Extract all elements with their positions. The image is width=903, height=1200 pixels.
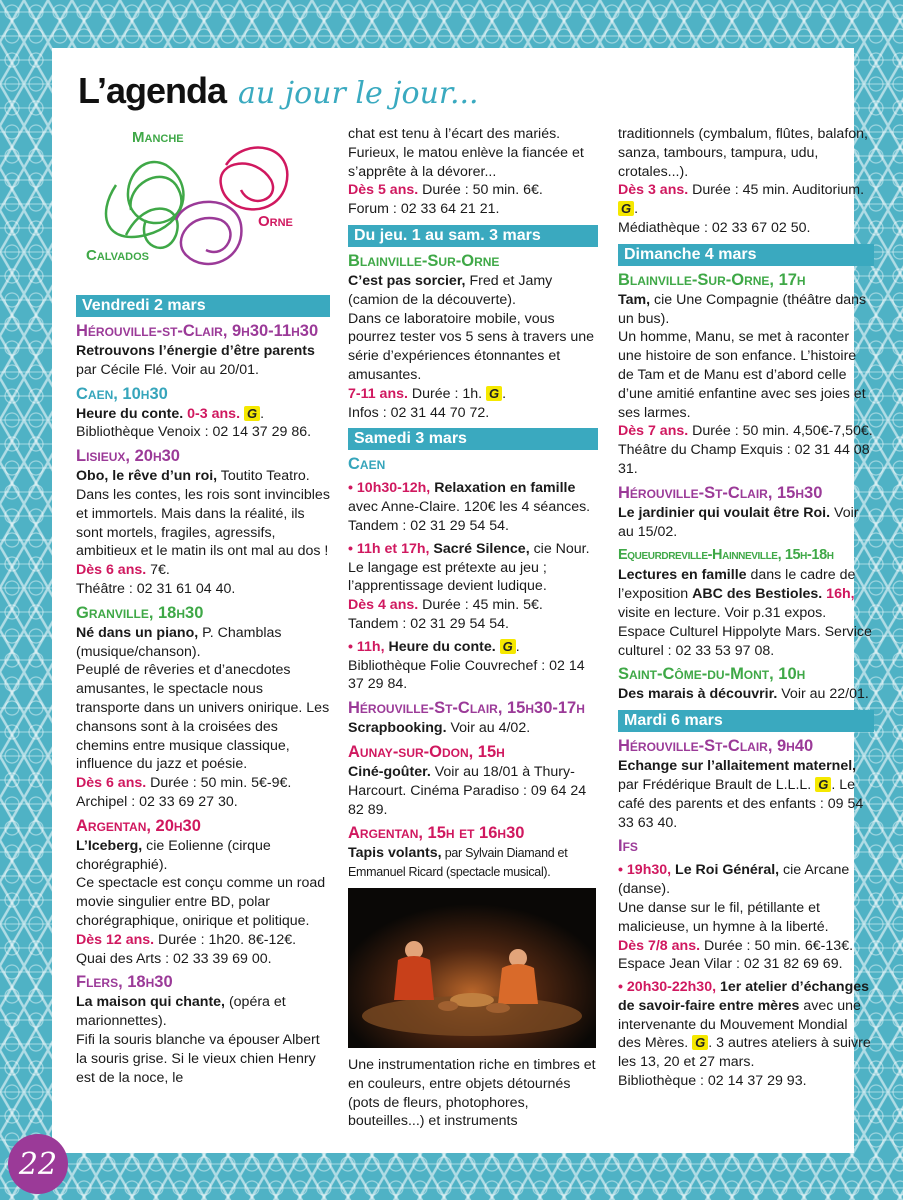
event-text: Voir au 18/01 à Thury-Harcourt. Cinéma Paradiso : 09 64 24 82 89. [348, 763, 587, 818]
event-location: Hérouville-St-Clair, 9h40 [618, 737, 814, 756]
event-location: Blainville-Sur-Orne [348, 251, 500, 270]
event-location: Aunay-sur-Odon, 15h [348, 742, 505, 761]
event-duration: Durée : 1h. [407, 385, 483, 402]
session-time: • 19h30, [618, 862, 672, 879]
age-label: 7-11 ans. [348, 385, 408, 402]
event-location: Blainville-Sur-Orne, 17h [618, 270, 806, 289]
event-blainville: Blainville-Sur-Orne C’est pas sorcier, Fred et Jamy (camion de la découverte). Dans ce laboratoire mobile, vous pourrez tester vos 5 sens à travers une série d’expériences étonnantes et amusantes. 7-11 ans. Durée : 1h. G . Infos : 02 31 44 70 72. [348, 251, 598, 422]
session-heure-conte [348, 638, 598, 694]
session-duration: Durée : 45 min. 5€. [418, 597, 543, 614]
event-location: Hérouville-St-Clair, 15h30-17h [348, 699, 585, 718]
event-info: Quai des Arts : 02 33 39 69 00. [76, 950, 272, 967]
event-duration: Durée : 50 min. 4,50€-7,50€. Théâtre du Champ Exquis : 02 31 44 08 31. [618, 423, 873, 477]
event-text: par Cécile Flé. Voir au 20/01. [76, 361, 259, 378]
event-blainville-tam [618, 270, 874, 479]
event-location: Caen, 10h30 [76, 384, 168, 403]
event-text: P. Chamblas (musique/chanson). [76, 624, 282, 660]
title-main: L’agenda [78, 70, 227, 111]
age-label: Dès 4 ans. [348, 597, 419, 614]
event-text: Toutito Teatro. Dans les contes, les rois sont invincibles et immortels. Mais dans la réalité, ils sont mortels, fragiles, agressifs, ambitieux et le matin ils ont mal au dos ! [76, 468, 330, 560]
region-map [76, 125, 330, 285]
event-title: Obo, le rêve d’un roi, [76, 468, 218, 485]
age-label: Dès 7 ans. [618, 423, 689, 440]
free-badge: G [815, 777, 831, 792]
event-continued [348, 125, 598, 219]
event-title: Echange sur l’allaitement maternel, [618, 758, 857, 775]
map-label-orne: Orne [258, 213, 293, 230]
title-handwritten: au jour le jour... [238, 76, 479, 111]
map-label-calvados: Calvados [86, 247, 149, 264]
free-badge: G [500, 639, 516, 654]
session-text: avec une intervenante du Mouvement Mondial des Mères. [618, 997, 861, 1052]
event-price: 7€. [146, 562, 170, 579]
free-badge: G [244, 406, 260, 421]
event-argentan [76, 816, 330, 969]
session-time: • 20h30-22h30, [618, 979, 717, 996]
event-location: Granville, 18h30 [76, 603, 204, 622]
event-title: Né dans un piano, [76, 624, 199, 641]
event-granville [76, 603, 330, 812]
session-text: cie Nour. Le langage est prétexte au jeu ; l’apprentissage devient ludique. [348, 540, 590, 595]
day-band-jeudi-samedi: Du jeu. 1 au sam. 3 mars [348, 225, 598, 247]
event-info: Forum : 02 33 64 21 21. [348, 201, 500, 218]
session-desc: . 3 autres ateliers à suivre les 13, 20 et 27 mars. [618, 1035, 871, 1071]
event-location: Saint-Côme-du-Mont, 10h [618, 665, 806, 684]
location-ifs: Ifs [618, 837, 638, 856]
event-continued: traditionnels (cymbalum, flûtes, balafon, sanza, tambours, tampura, udu, crotales...). Dès 3 ans. Durée : 45 min. Auditorium. G . Médiathèque : 02 33 67 02 50. [618, 126, 868, 236]
event-location: Flers, 18h30 [76, 973, 173, 992]
session-text: cie Arcane (danse). [618, 862, 850, 898]
page-title [78, 70, 479, 112]
photo-caption: Une instrumentation riche en timbres et en couleurs, entre objets détournés (pots de fleurs, photophores, bouteilles...) et instruments [348, 1056, 596, 1130]
event-duration: Durée : 50 min. 5€-9€. [146, 775, 292, 792]
session-title: Le Roi Général, [671, 862, 780, 879]
event-text: cie Eolienne (cirque chorégraphié). [76, 837, 271, 873]
column-1 [76, 125, 330, 1087]
event-info: Archipel : 02 33 69 27 30. [76, 793, 238, 810]
column-3 [618, 125, 874, 1091]
event-title: C’est pas sorcier, [348, 272, 466, 289]
event-location: Hérouville-st-Clair, 9h30-11h30 [76, 322, 319, 340]
session-duration: Durée : 50 min. 6€-13€. [700, 937, 854, 954]
event-time: 16h, [822, 586, 855, 603]
page-number-badge: 22 [8, 1134, 68, 1194]
event-title: Lectures en famille [618, 567, 747, 584]
event-text: cie Une Compagnie (théâtre dans un bus). [618, 291, 867, 327]
event-title: Ciné-goûter. [348, 763, 431, 780]
event-desc: Fifi la souris blanche va épouser Albert la souris grise. Si le vieux chien Henry est de la noce, le [76, 1031, 320, 1086]
day-band-vendredi: Vendredi 2 mars [76, 295, 330, 317]
event-info: Médiathèque : 02 33 67 02 50. [618, 219, 811, 236]
free-badge: G [486, 386, 502, 401]
event-info: Bibliothèque Venoix : 02 14 37 29 86. [76, 424, 312, 441]
location-caen: Caen [348, 455, 386, 474]
event-desc: traditionnels (cymbalum, flûtes, balafon, sanza, tambours, tampura, udu, crotales...). [618, 126, 868, 180]
session-atelier [618, 978, 874, 1091]
day-band-dimanche: Dimanche 4 mars [618, 244, 874, 266]
event-duration: Durée : 45 min. Auditorium. [688, 182, 865, 199]
event-flers [76, 972, 330, 1087]
event-expo: ABC des Bestioles. [692, 586, 823, 603]
event-title: Heure du conte. [76, 405, 184, 422]
event-location: Equeurdreville-Hainneville, 15h-18h [618, 547, 834, 564]
session-title: Heure du conte. [384, 638, 496, 655]
event-desc: Un homme, Manu, se met à raconter une histoire de son enfance. L’histoire de Tam et de Manu est d’abord celle d’une amitié enfantine avec ses joies et ses larmes. [618, 329, 866, 421]
event-herouville-jardinier [618, 483, 874, 542]
session-title: Sacré Silence, [429, 540, 530, 557]
event-saint-come [618, 664, 874, 704]
session-text: avec Anne-Claire. 120€ les 4 séances. Tandem : 02 31 29 54 54. [348, 499, 591, 534]
event-desc: Peuplé de rêveries et d’anecdotes amusantes, le spectacle nous transporte dans un univers onirique. Les chansons sont à la croisées des chemins entre musique classique, influence du jazz et poésie. [76, 662, 330, 773]
event-info: Théâtre : 02 31 61 04 40. [76, 580, 236, 597]
event-text: Voir au 22/01. [777, 686, 869, 703]
event-aunay [348, 742, 598, 819]
event-duration: Durée : 50 min. 6€. [418, 182, 543, 199]
event-herouville-scrap [348, 698, 598, 738]
event-text: par Sylvain Diamand et Emmanuel Ricard (spectacle musical). [348, 846, 568, 880]
event-text: Voir au 4/02. [446, 720, 531, 737]
free-badge: G [692, 1035, 708, 1050]
event-desc: Dans ce laboratoire mobile, vous pourrez tester vos 5 sens à travers une série d’expériences étonnantes et amusantes. [348, 310, 595, 383]
session-desc: Une danse sur le fil, pétillante et malicieuse, un hymne à la liberté. [618, 899, 829, 935]
age-label: Dès 6 ans. [76, 562, 147, 579]
event-caen: Caen, 10h30 Heure du conte. 0-3 ans. G . Bibliothèque Venoix : 02 14 37 29 86. [76, 384, 330, 443]
session-time: • 11h, [348, 638, 385, 655]
event-info: Infos : 02 31 44 70 72. [348, 404, 490, 421]
session-info: Bibliothèque : 02 14 37 29 93. [618, 1073, 807, 1090]
age-label: Dès 3 ans. [618, 182, 689, 199]
event-title: La maison qui chante, [76, 994, 225, 1011]
event-title: Retrouvons l’énergie d’être parents [76, 343, 315, 359]
event-location: Hérouville-St-Clair, 15h30 [618, 483, 823, 502]
event-text: Fred et Jamy (camion de la découverte). [348, 272, 553, 308]
event-title: L’Iceberg, [76, 837, 143, 854]
session-text: . Bibliothèque Folie Couvrechef : 02 14 37 29 84. [348, 638, 585, 693]
free-badge: G [618, 201, 634, 216]
session-title: Relaxation en famille [430, 480, 576, 497]
event-location: Argentan, 15h et 16h30 [348, 824, 525, 843]
event-title: Des marais à découvrir. [618, 686, 778, 703]
event-equeurdreville [618, 545, 874, 660]
session-time: • 10h30-12h, [348, 480, 431, 497]
day-band-mardi: Mardi 6 mars [618, 710, 874, 732]
event-argentan-tapis [348, 823, 598, 882]
age-label: 0-3 ans. [187, 405, 241, 422]
event-title: Tapis volants, [348, 845, 442, 862]
event-info: . Le café des parents et des enfants : 09 54 33 63 40. [618, 776, 864, 831]
event-location: Argentan, 20h30 [76, 816, 201, 835]
column-2 [348, 125, 598, 1131]
event-desc: Ce spectacle est conçu comme un road movie singulier entre BD, polar chorégraphique, onirique et politique. [76, 875, 326, 929]
event-location: Lisieux, 20h30 [76, 447, 180, 466]
session-info: Tandem : 02 31 29 54 54. [348, 615, 509, 632]
map-label-manche: Manche [132, 129, 184, 146]
event-desc: chat est tenu à l’écart des mariés. Furieux, le matou enlève la fiancée et s’apprête à la dévorer... [348, 126, 584, 180]
age-label: Dès 5 ans. [348, 182, 419, 199]
event-title: Scrapbooking. [348, 720, 447, 737]
event-herouville [76, 321, 330, 380]
event-photo [348, 888, 596, 1048]
musicians-photo-graphic [348, 888, 596, 1048]
session-info: Espace Jean Vilar : 02 31 82 69 69. [618, 956, 843, 973]
event-herouville-allaitement [618, 736, 874, 832]
event-title: Le jardinier qui voulait être Roi. [618, 504, 831, 521]
event-title: Tam, [618, 291, 651, 308]
event-text: dans le cadre de l’exposition [618, 567, 856, 603]
event-text: par Frédérique Brault de L.L.L. [618, 776, 812, 793]
session-sacre-silence [348, 540, 598, 634]
session-title: 1er atelier d’échanges de savoir-faire entre mères [618, 979, 870, 1014]
session-roi-general [618, 861, 874, 974]
event-text: (opéra et marionnettes). [76, 994, 286, 1030]
event-lisieux [76, 446, 330, 599]
event-duration: Durée : 1h20. 8€-12€. [154, 931, 297, 948]
age-label: Dès 6 ans. [76, 775, 147, 792]
age-label: Dès 12 ans. [76, 931, 155, 948]
event-info: visite en lecture. Voir p.31 expos. Espace Culturel Hippolyte Mars. Service culturel : 02 33 53 97 08. [618, 604, 872, 659]
event-text: Voir au 15/02. [618, 504, 859, 540]
session-relaxation [348, 479, 598, 535]
age-label: Dès 7/8 ans. [618, 937, 701, 954]
day-band-samedi: Samedi 3 mars [348, 428, 598, 450]
session-time: • 11h et 17h, [348, 540, 430, 557]
